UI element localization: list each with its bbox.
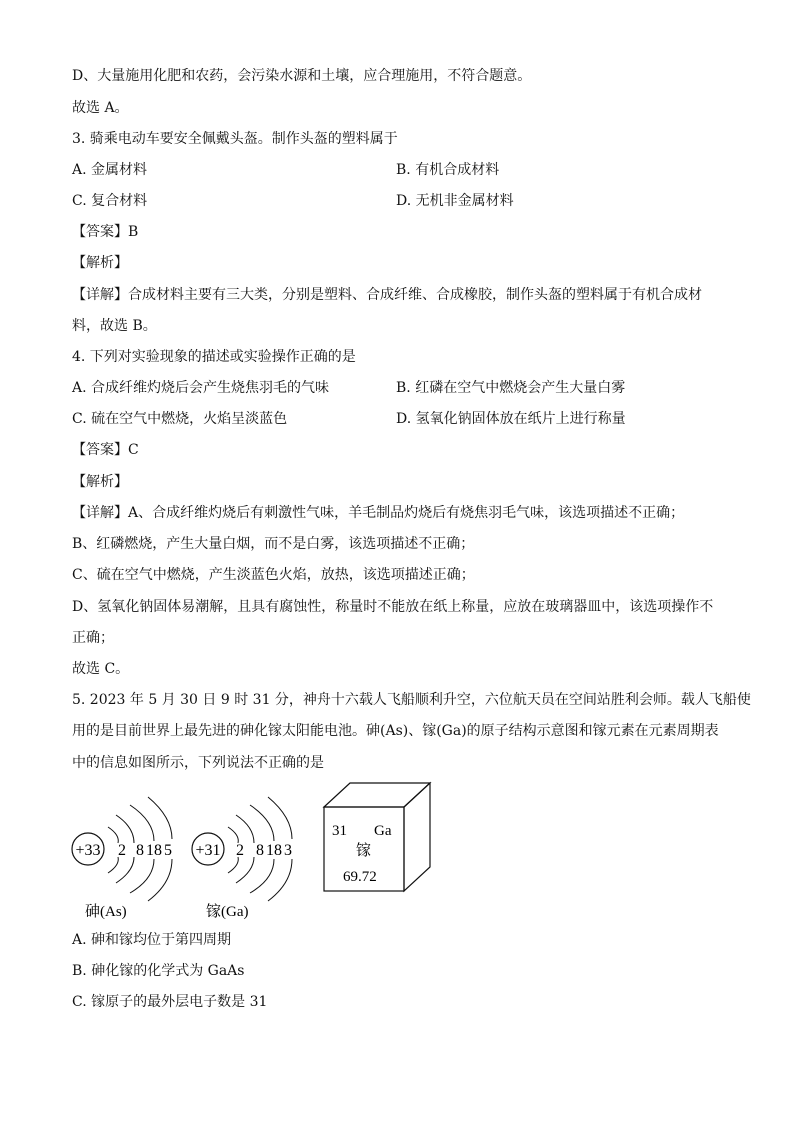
gallium-shell-2-count: 8	[256, 842, 264, 859]
element-symbol: Ga	[374, 823, 392, 839]
q3-option-d: D. 无机非金属材料	[396, 193, 514, 209]
element-card-top-face	[324, 783, 430, 807]
q4-stem: 4. 下列对实验现象的描述或实验操作正确的是	[72, 349, 356, 365]
q3-detail-line-2: 料，故选 B。	[72, 318, 157, 334]
arsenic-shell-4-count: 5	[164, 842, 172, 859]
q4-conclusion: 故选 C。	[72, 661, 130, 677]
q4-analysis-heading: 【解析】	[72, 474, 128, 490]
q5-stem-line-2: 用的是目前世界上最先进的砷化镓太阳能电池。砷(As)、镓(Ga)的原子结构示意图和镓元素在元素周期表	[72, 723, 719, 739]
arsenic-shell-3-count: 18	[146, 842, 162, 859]
q5-stem-line-3: 中的信息如图所示，下列说法不正确的是	[72, 755, 324, 771]
q4-detail-line-2: B、红磷燃烧，产生大量白烟，而不是白雾，该选项描述不正确；	[72, 536, 475, 552]
element-atomic-number: 31	[332, 823, 347, 839]
q2-option-d-explanation: D、大量施用化肥和农药，会污染水源和土壤，应合理施用，不符合题意。	[72, 68, 532, 84]
q2-conclusion: 故选 A。	[72, 100, 129, 116]
q3-option-c: C. 复合材料	[72, 193, 148, 209]
arsenic-shell-arc-1	[108, 827, 118, 873]
q4-option-a: A. 合成纤维灼烧后会产生烧焦羽毛的气味	[72, 380, 330, 396]
q4-detail-line-1: 【详解】A、合成纤维灼烧后有刺激性气味，羊毛制品灼烧后有烧焦羽毛气味，该选项描述不正确；	[72, 505, 685, 521]
arsenic-nucleus-charge: +33	[75, 842, 101, 859]
arsenic-atom-diagram	[72, 797, 172, 920]
q4-detail-line-3: C、硫在空气中燃烧，产生淡蓝色火焰，放热，该选项描述正确；	[72, 567, 475, 583]
q3-detail-line-1: 【详解】合成材料主要有三大类，分别是塑料、合成纤维、合成橡胶，制作头盔的塑料属于有机合成材	[72, 287, 702, 303]
q3-option-b: B. 有机合成材料	[396, 162, 500, 178]
q5-figure	[60, 775, 460, 925]
q5-stem-line-1: 5. 2023 年 5 月 30 日 9 时 31 分，神舟十六载人飞船顺利升空，六位航天员在空间站胜利会师。载人飞船使	[72, 692, 751, 708]
gallium-shell-4-count: 3	[284, 842, 292, 859]
gallium-element-card	[324, 783, 430, 891]
q3-analysis-heading: 【解析】	[72, 255, 128, 271]
arsenic-shell-2-count: 8	[136, 842, 144, 859]
q4-answer: 【答案】C	[72, 442, 139, 458]
gallium-atom-diagram	[192, 797, 292, 920]
q5-option-b: B. 砷化镓的化学式为 GaAs	[72, 963, 245, 979]
q4-option-d: D. 氢氧化钠固体放在纸片上进行称量	[396, 411, 626, 427]
q4-option-c: C. 硫在空气中燃烧，火焰呈淡蓝色	[72, 411, 288, 427]
gallium-nucleus-charge: +31	[195, 842, 221, 859]
q4-option-b: B. 红磷在空气中燃烧会产生大量白雾	[396, 380, 626, 396]
gallium-shell-1-count: 2	[236, 842, 244, 859]
element-card-side-face	[404, 783, 430, 891]
element-atomic-mass: 69.72	[343, 869, 377, 885]
q3-stem: 3. 骑乘电动车要安全佩戴头盔。制作头盔的塑料属于	[72, 131, 398, 147]
gallium-shell-3-count: 18	[266, 842, 282, 859]
arsenic-shell-1-count: 2	[118, 842, 126, 859]
q4-detail-line-5: 正确；	[72, 630, 114, 646]
q5-option-a: A. 砷和镓均位于第四周期	[72, 932, 232, 948]
arsenic-label: 砷(As)	[85, 904, 127, 920]
q4-detail-line-4: D、氢氧化钠固体易潮解，且具有腐蚀性，称量时不能放在纸上称量，应放在玻璃器皿中，该选项操作不	[72, 599, 714, 615]
q3-option-a: A. 金属材料	[72, 162, 148, 178]
q3-answer: 【答案】B	[72, 224, 139, 240]
q5-option-c: C. 镓原子的最外层电子数是 31	[72, 994, 268, 1010]
element-name: 镓	[356, 843, 372, 859]
gallium-label: 镓(Ga)	[206, 904, 249, 920]
